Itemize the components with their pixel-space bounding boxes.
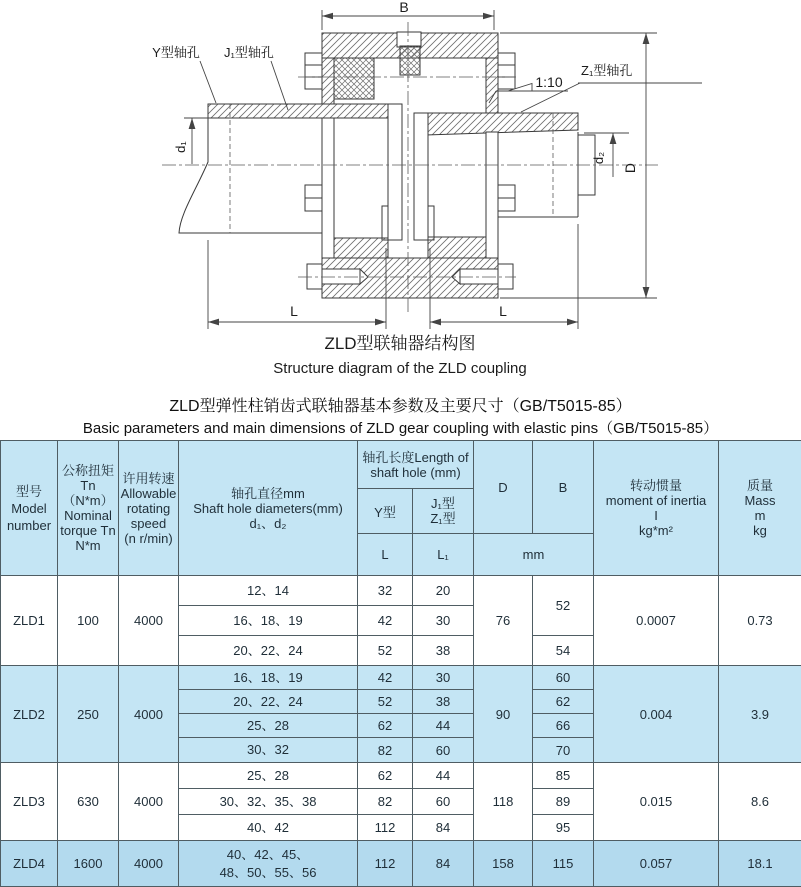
diameters-cell: 30、32 (179, 738, 358, 763)
dim-d2-label: d₂ (591, 152, 606, 164)
B-cell: 85 (533, 763, 594, 789)
coupling-structure-diagram (0, 0, 801, 382)
speed-cell: 4000 (119, 576, 179, 666)
L-cell: 42 (358, 666, 413, 690)
L1-cell: 44 (413, 763, 474, 789)
header-mm: mm (474, 534, 594, 576)
header-L1: L₁ (413, 534, 474, 576)
model-cell: ZLD1 (1, 576, 58, 666)
y-bore-label: Y型轴孔 (152, 45, 200, 60)
D-cell: 76 (474, 576, 533, 666)
diagram-caption-en: Structure diagram of the ZLD coupling (273, 360, 526, 377)
model-cell: ZLD2 (1, 666, 58, 763)
L-cell: 82 (358, 738, 413, 763)
j1-bore-label: J₁型轴孔 (224, 45, 274, 60)
torque-cell: 100 (58, 576, 119, 666)
inertia-cell: 0.0007 (594, 576, 719, 666)
L-cell: 52 (358, 636, 413, 666)
L1-cell: 84 (413, 841, 474, 887)
L-cell: 62 (358, 714, 413, 738)
diameters-cell: 16、18、19 (179, 666, 358, 690)
B-cell: 54 (533, 636, 594, 666)
B-cell: 66 (533, 714, 594, 738)
header-row-1 (1, 441, 801, 489)
header-mass: 质量 Mass m kg (719, 441, 801, 576)
leader-j1-bore (271, 61, 288, 110)
D-cell: 90 (474, 666, 533, 763)
L1-cell: 38 (413, 690, 474, 714)
table-row (1, 763, 801, 789)
diameters-cell: 16、18、19 (179, 606, 358, 636)
taper-label: 1:10 (535, 74, 562, 90)
L1-cell: 60 (413, 738, 474, 763)
torque-cell: 630 (58, 763, 119, 841)
L1-cell: 60 (413, 789, 474, 815)
diameters-cell: 30、32、35、38 (179, 789, 358, 815)
dim-B-label: B (399, 0, 408, 15)
B-cell: 115 (533, 841, 594, 887)
L-cell: 52 (358, 690, 413, 714)
diagram-caption-zh: ZLD型联轴器结构图 (324, 334, 475, 353)
inertia-cell: 0.004 (594, 666, 719, 763)
L1-cell: 44 (413, 714, 474, 738)
parameters-table (0, 440, 801, 887)
speed-cell: 4000 (119, 763, 179, 841)
L-cell: 112 (358, 841, 413, 887)
header-diameters: 轴孔直径mm Shaft hole diameters(mm) d₁、d₂ (179, 441, 358, 576)
B-cell: 89 (533, 789, 594, 815)
B-cell: 60 (533, 666, 594, 690)
diameters-cell: 25、28 (179, 763, 358, 789)
L1-cell: 30 (413, 666, 474, 690)
dim-d1-label: d₁ (173, 141, 188, 153)
diameters-cell: 40、42、45、 48、50、55、56 (179, 841, 358, 887)
diameters-cell: 20、22、24 (179, 636, 358, 666)
L-cell: 32 (358, 576, 413, 606)
D-cell: 158 (474, 841, 533, 887)
dim-L-right-label: L (499, 303, 507, 319)
mass-cell: 0.73 (719, 576, 801, 666)
header-L: L (358, 534, 413, 576)
table-title-en: Basic parameters and main dimensions of ZLD gear coupling with elastic pins（GB/T5015-85） (0, 417, 801, 438)
model-cell: ZLD4 (1, 841, 58, 887)
header-y-type: Y型 (358, 489, 413, 534)
mass-cell: 18.1 (719, 841, 801, 887)
diameters-cell: 12、14 (179, 576, 358, 606)
header-D: D (474, 441, 533, 534)
header-B: B (533, 441, 594, 534)
L-cell: 112 (358, 815, 413, 841)
header-speed: 许用转速 Allowable rotating speed (n r/min) (119, 441, 179, 576)
L-cell: 62 (358, 763, 413, 789)
inertia-cell: 0.057 (594, 841, 719, 887)
lower-bolt-right (498, 185, 515, 211)
torque-cell: 1600 (58, 841, 119, 887)
table-title-zh: ZLD型弹性柱销齿式联轴器基本参数及主要尺寸（GB/T5015-85） (0, 393, 801, 416)
L1-cell: 30 (413, 606, 474, 636)
leader-y-bore (200, 61, 216, 103)
L1-cell: 38 (413, 636, 474, 666)
diameters-cell: 20、22、24 (179, 690, 358, 714)
mass-cell: 3.9 (719, 666, 801, 763)
table-row (1, 841, 801, 887)
header-length-group: 轴孔长度Length of shaft hole (mm) (358, 441, 474, 489)
z1-bore-label: Z₁型轴孔 (581, 63, 632, 78)
header-model: 型号 Model number (1, 441, 58, 576)
B-cell: 52 (533, 576, 594, 636)
B-cell: 70 (533, 738, 594, 763)
diameters-cell: 40、42 (179, 815, 358, 841)
header-torque: 公称扭矩 Tn（N*m） Nominal torque Tn N*m (58, 441, 119, 576)
diameters-cell: 25、28 (179, 714, 358, 738)
inertia-cell: 0.015 (594, 763, 719, 841)
model-cell: ZLD3 (1, 763, 58, 841)
dim-D-label: D (622, 163, 638, 173)
table-row (1, 666, 801, 690)
header-j1z1-type: J₁型 Z₁型 (413, 489, 474, 534)
L-cell: 42 (358, 606, 413, 636)
L-cell: 82 (358, 789, 413, 815)
speed-cell: 4000 (119, 666, 179, 763)
L1-cell: 20 (413, 576, 474, 606)
torque-cell: 250 (58, 666, 119, 763)
flange-bolt-left (305, 53, 322, 89)
flange-bolt-right (498, 53, 515, 89)
table-row (1, 576, 801, 606)
header-inertia: 转动惯量 moment of inertia I kg*m² (594, 441, 719, 576)
dimension-d1 (184, 118, 210, 164)
dim-L-left-label: L (290, 303, 298, 319)
B-cell: 95 (533, 815, 594, 841)
lower-bolt-left (305, 185, 322, 211)
speed-cell: 4000 (119, 841, 179, 887)
B-cell: 62 (533, 690, 594, 714)
mass-cell: 8.6 (719, 763, 801, 841)
L1-cell: 84 (413, 815, 474, 841)
D-cell: 118 (474, 763, 533, 841)
